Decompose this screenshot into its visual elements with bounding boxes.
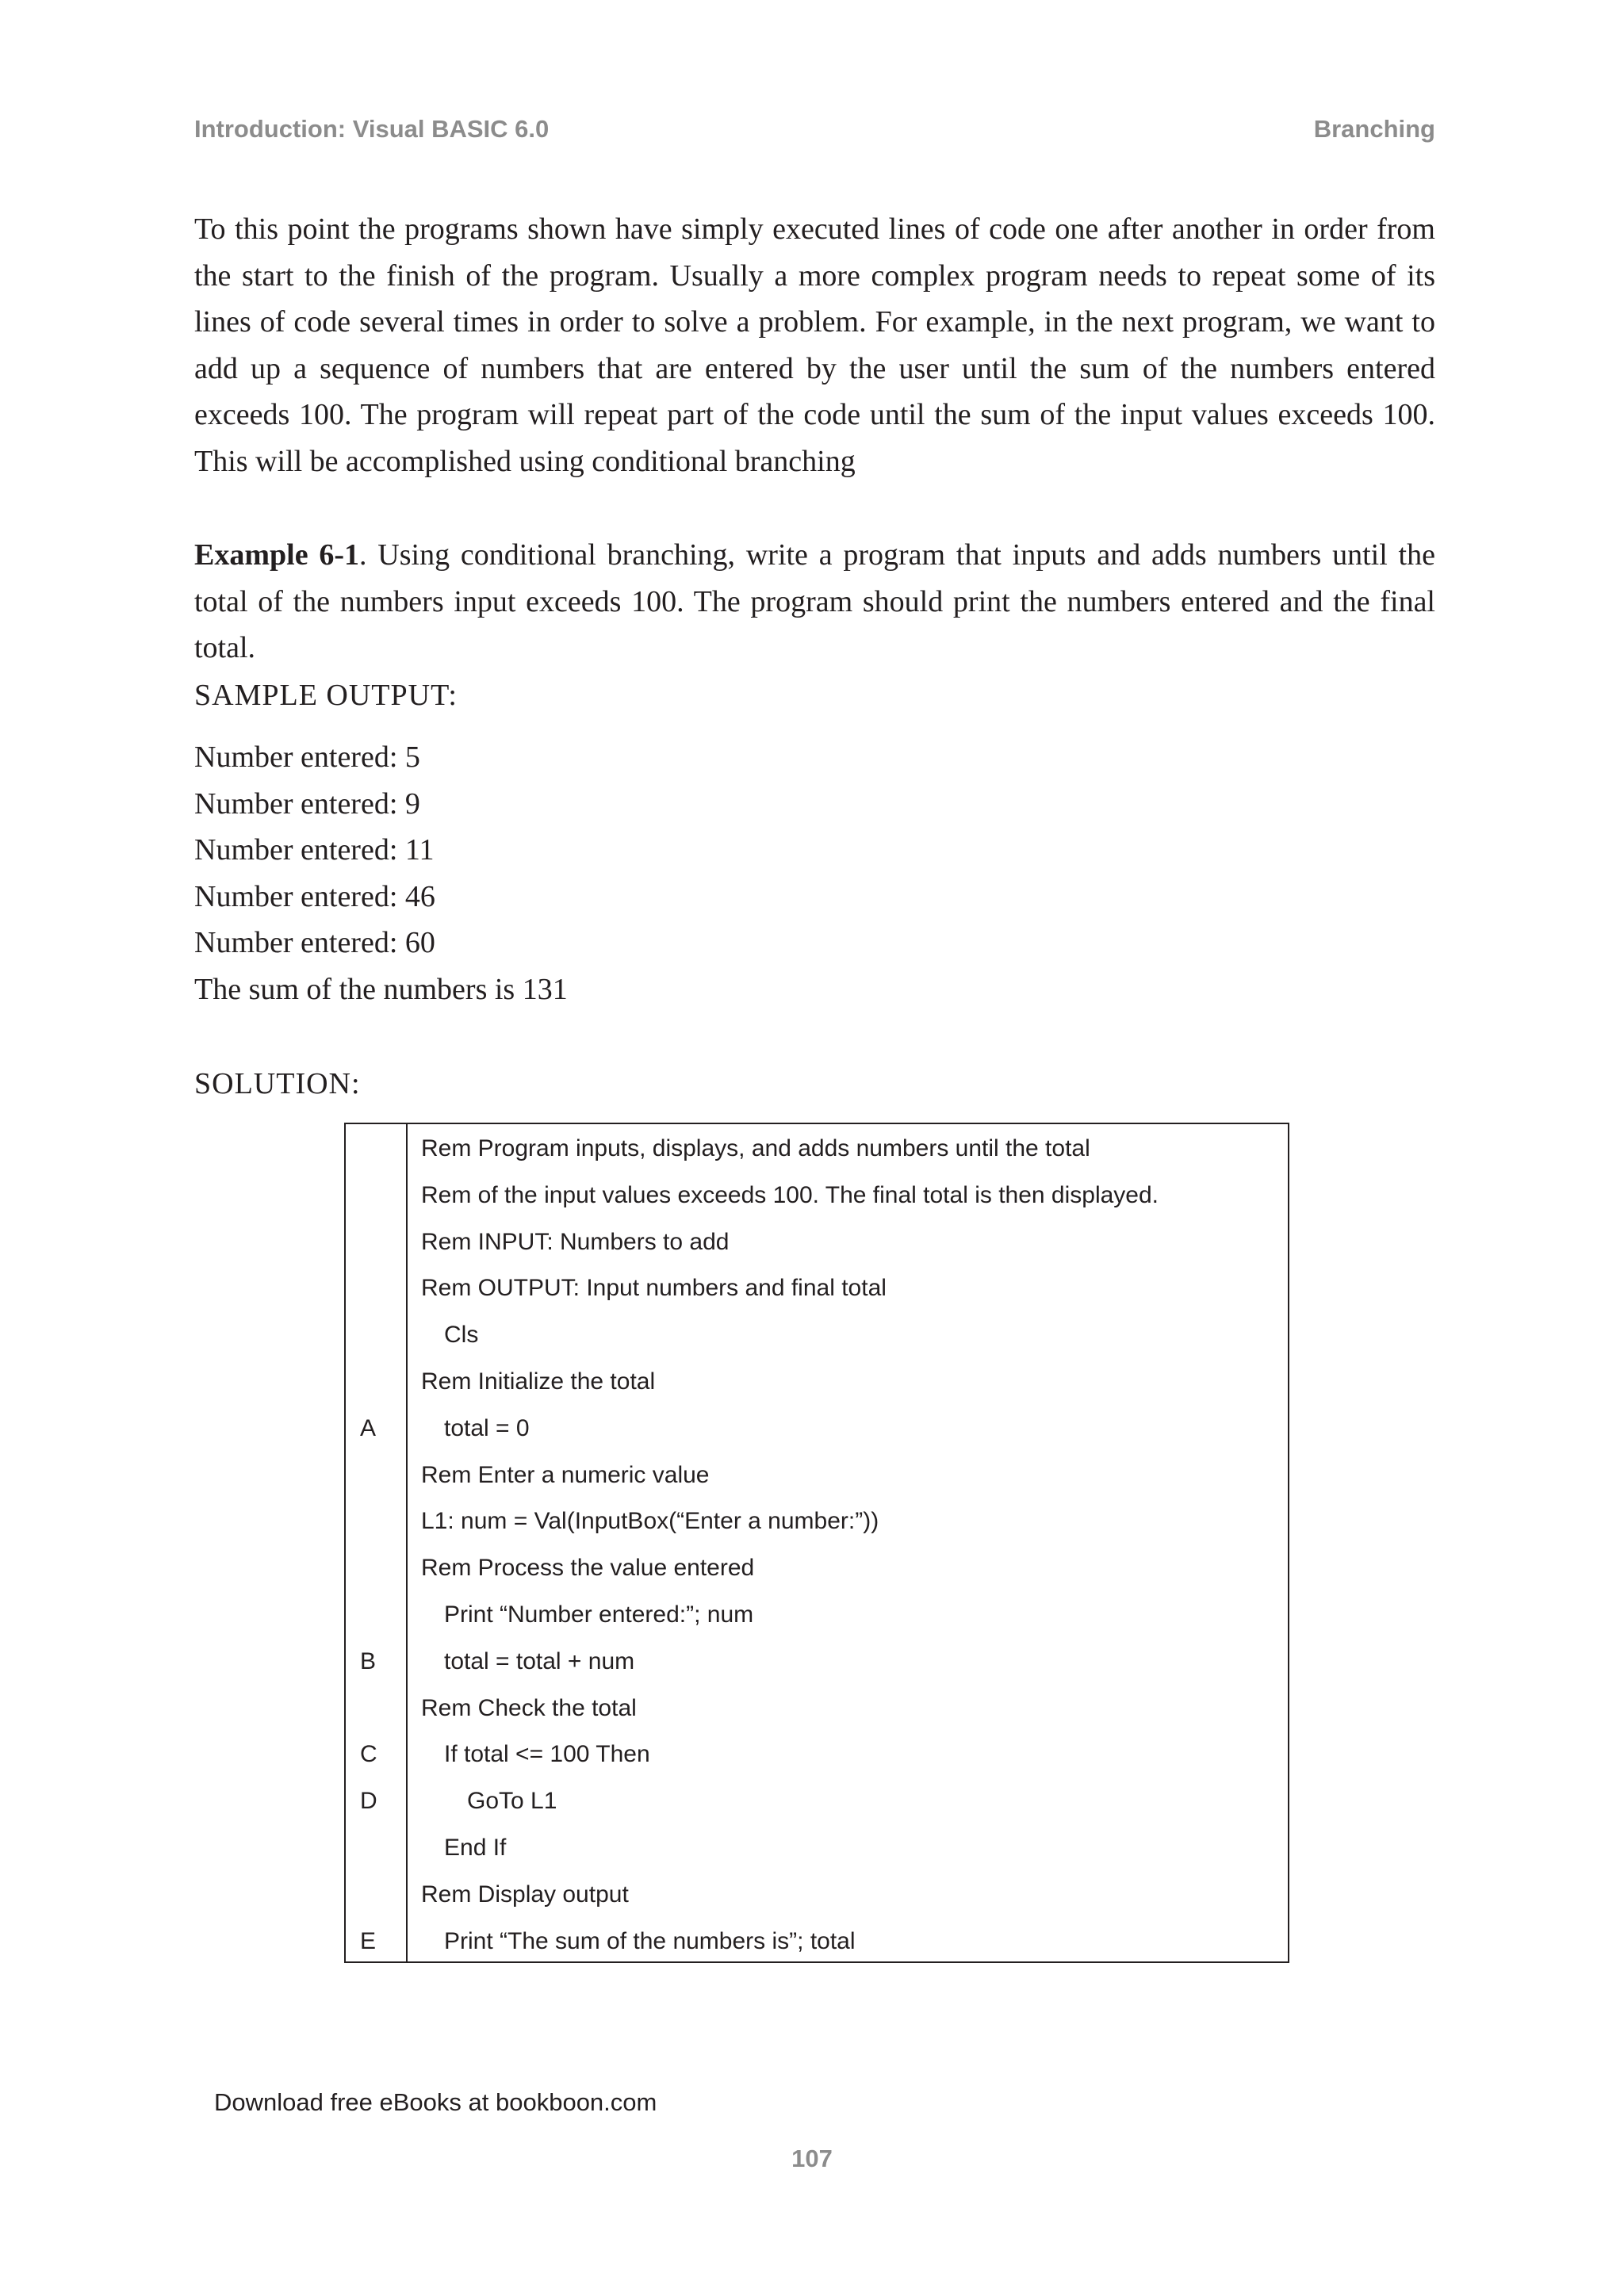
code-line — [346, 1126, 1288, 1173]
code-text: Rem Enter a numeric value — [421, 1461, 710, 1488]
sample-output-line: Number entered: 46 — [194, 879, 435, 913]
sample-output-line: Number entered: 11 — [194, 833, 435, 867]
code-line — [346, 1359, 1288, 1406]
book-title: Introduction: Visual BASIC 6.0 — [194, 115, 550, 143]
code-text: Rem Check the total — [421, 1694, 637, 1721]
solution-heading: SOLUTION: — [194, 1067, 361, 1100]
code-text: Print “The sum of the numbers is”; total — [444, 1927, 856, 1954]
line-marker-label: E — [360, 1927, 377, 1954]
code-line — [346, 1173, 1288, 1219]
code-text: Rem of the input values exceeds 100. The final total is then displayed. — [421, 1181, 1159, 1208]
code-text: Rem Initialize the total — [421, 1368, 656, 1395]
code-text: If total <= 100 Then — [444, 1741, 650, 1768]
example-label: Example 6-1 — [194, 538, 359, 572]
code-line — [346, 1406, 1288, 1452]
code-line — [346, 1545, 1288, 1592]
intro-paragraph: To this point the programs shown have simply executed lines of code one after another in order from the start to the finish of the program. Usually a more complex program needs to repeat some of its lines of code several times in order to solve a problem. For example, in the next program, we want to add up a sequence of numbers that are entered by the user until the sum of the numbers entered exceeds 100. The program will repeat part of the code until the sum of the input values exceeds 100. This will be accomplished using conditional branching — [194, 212, 1435, 478]
code-line — [346, 1312, 1288, 1359]
code-text: Rem Program inputs, displays, and adds numbers until the total — [421, 1135, 1090, 1161]
code-line — [346, 1778, 1288, 1825]
footer-download-link[interactable]: Download free eBooks at bookboon.com — [214, 2088, 657, 2116]
line-marker-label: D — [360, 1788, 377, 1815]
code-line — [346, 1825, 1288, 1872]
code-text: Rem INPUT: Numbers to add — [421, 1228, 730, 1255]
code-line — [346, 1452, 1288, 1499]
sample-output-line: Number entered: 60 — [194, 926, 435, 960]
code-text: Rem Display output — [421, 1881, 629, 1908]
code-text: Print “Number entered:”; num — [444, 1601, 754, 1628]
code-text: Rem Process the value entered — [421, 1555, 755, 1582]
example-paragraph — [194, 532, 1435, 672]
page-number: 107 — [791, 2145, 833, 2172]
line-marker-label: C — [360, 1741, 377, 1768]
code-text: total = 0 — [444, 1414, 530, 1441]
code-line — [346, 1639, 1288, 1686]
sample-output-line: The sum of the numbers is 131 — [194, 972, 568, 1006]
code-line — [346, 1592, 1288, 1639]
running-header — [194, 115, 1435, 147]
code-line — [346, 1686, 1288, 1732]
code-text: L1: num = Val(InputBox(“Enter a number:”)) — [421, 1508, 879, 1535]
code-text: Cls — [444, 1322, 479, 1349]
sample-output-block — [194, 734, 568, 1013]
sample-output-line: Number entered: 5 — [194, 740, 420, 774]
example-text: . Using conditional branching, write a program that inputs and adds numbers until the total of the numbers input exceeds 100. The program should print the numbers entered and the final total. — [194, 538, 1435, 664]
code-listing-table — [344, 1123, 1289, 1963]
line-marker-label: B — [360, 1647, 377, 1674]
code-text: End If — [444, 1835, 507, 1861]
code-text: Rem OUTPUT: Input numbers and final total — [421, 1275, 887, 1302]
code-line — [346, 1498, 1288, 1545]
code-text: GoTo L1 — [467, 1788, 557, 1815]
code-line — [346, 1872, 1288, 1919]
line-marker-label: A — [360, 1414, 377, 1441]
code-line — [346, 1265, 1288, 1312]
code-text: total = total + num — [444, 1647, 635, 1674]
code-line — [346, 1219, 1288, 1266]
chapter-title: Branching — [1313, 115, 1435, 143]
sample-output-line: Number entered: 9 — [194, 786, 420, 821]
code-line — [346, 1732, 1288, 1778]
code-line — [346, 1919, 1288, 1965]
sample-output-heading: SAMPLE OUTPUT: — [194, 679, 458, 712]
